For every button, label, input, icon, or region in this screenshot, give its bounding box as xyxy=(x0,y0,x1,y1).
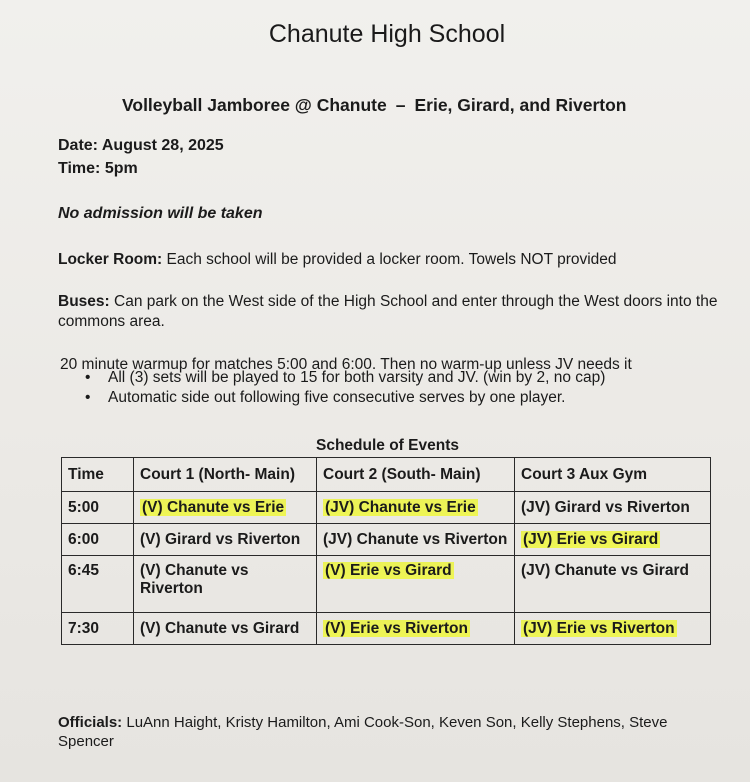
court1-line2: Riverton xyxy=(140,580,203,597)
officials-label: Officials: xyxy=(58,714,123,731)
highlighted-match: (JV) Chanute vs Erie xyxy=(325,498,476,516)
header-cell-time: Time xyxy=(62,458,134,492)
warmup-note: 20 minute warmup for matches 5:00 and 6:00. Then no warm-up unless JV needs it xyxy=(60,356,632,373)
table-header-row xyxy=(62,458,711,492)
header-cell-court2: Court 2 (South- Main) xyxy=(317,458,515,492)
court2-cell xyxy=(317,492,515,524)
event-teams: Erie, Girard, and Riverton xyxy=(414,95,627,115)
highlighted-match: (V) Erie vs Riverton xyxy=(325,619,468,637)
rule-text: All (3) sets will be played to 15 for both varsity and JV. (win by 2, no cap) xyxy=(108,369,606,386)
highlighted-match: (JV) Erie vs Riverton xyxy=(523,619,675,637)
court2-cell xyxy=(317,613,515,645)
time-cell: 6:00 xyxy=(62,524,134,556)
time-cell: 6:45 xyxy=(62,556,134,613)
event-title: Volleyball Jamboree @ Chanute xyxy=(122,95,387,115)
court1-line1: (V) Chanute vs xyxy=(140,562,249,579)
court3-cell xyxy=(515,613,711,645)
school-title: Chanute High School xyxy=(268,20,506,48)
buses-text: Can park on the West side of the High School and enter through the West doors into the commons area. xyxy=(58,293,718,330)
buses-info xyxy=(58,292,728,332)
list-item xyxy=(60,388,605,408)
locker-room-label: Locker Room: xyxy=(58,251,163,268)
officials-info xyxy=(58,713,718,751)
highlighted-match: (V) Chanute vs Erie xyxy=(142,498,285,516)
court1-cell: (V) Chanute vs Girard xyxy=(134,613,317,645)
table-row xyxy=(62,492,711,524)
schedule-table xyxy=(61,457,711,645)
event-date: Date: August 28, 2025 xyxy=(58,137,224,154)
court3-cell: (JV) Chanute vs Girard xyxy=(515,556,711,613)
schedule-title: Schedule of Events xyxy=(316,437,459,454)
event-heading xyxy=(122,95,626,116)
heading-dash: – xyxy=(395,95,406,115)
court1-cell xyxy=(134,492,317,524)
court3-cell: (JV) Girard vs Riverton xyxy=(515,492,711,524)
rules-list xyxy=(60,368,605,408)
bullet-icon: • xyxy=(85,389,91,406)
header-cell-court3: Court 3 Aux Gym xyxy=(515,458,711,492)
table-row xyxy=(62,556,711,613)
highlighted-match: (JV) Erie vs Girard xyxy=(523,530,659,548)
court2-cell xyxy=(317,556,515,613)
admission-note: No admission will be taken xyxy=(58,205,263,222)
table-row xyxy=(62,524,711,556)
rule-text: Automatic side out following five consecutive serves by one player. xyxy=(108,389,566,406)
header-cell-court1: Court 1 (North- Main) xyxy=(134,458,317,492)
table-row xyxy=(62,613,711,645)
time-cell: 7:30 xyxy=(62,613,134,645)
event-time: Time: 5pm xyxy=(58,160,138,177)
court1-cell xyxy=(134,556,317,613)
court2-cell: (JV) Chanute vs Riverton xyxy=(317,524,515,556)
locker-room-text: Each school will be provided a locker room. Towels NOT provided xyxy=(166,251,617,268)
locker-room-info xyxy=(58,251,617,269)
bullet-icon: • xyxy=(85,369,91,386)
officials-names: LuAnn Haight, Kristy Hamilton, Ami Cook-Son, Keven Son, Kelly Stephens, Steve Spencer xyxy=(58,714,668,750)
highlighted-match: (V) Erie vs Girard xyxy=(325,562,452,579)
court1-cell: (V) Girard vs Riverton xyxy=(134,524,317,556)
buses-label: Buses: xyxy=(58,293,110,310)
court3-cell xyxy=(515,524,711,556)
list-item xyxy=(60,368,605,388)
time-cell: 5:00 xyxy=(62,492,134,524)
